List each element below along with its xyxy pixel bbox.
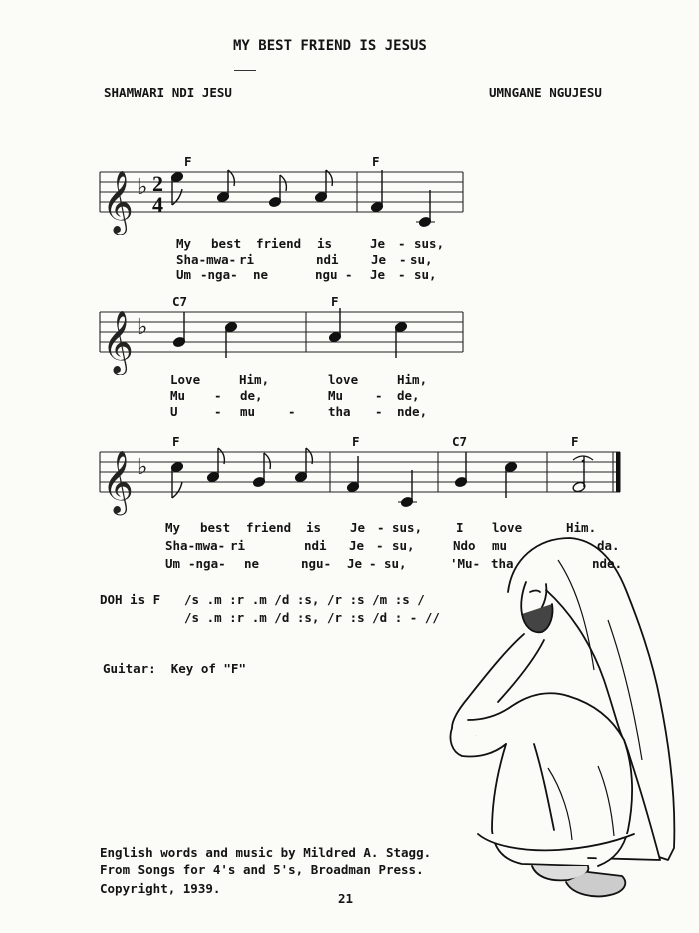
lyric-word: sus, [414, 236, 445, 251]
lyric-word: Him. [566, 520, 597, 535]
lyric-word: Him, [239, 372, 270, 387]
staff-system-2 [95, 290, 475, 375]
chord-3-3: C7 [452, 434, 468, 449]
chord-3-4: F [571, 434, 579, 449]
treble-clef-icon: 𝄞 [102, 310, 134, 373]
time-signature: 2 [152, 171, 163, 196]
lyric-word: best [211, 236, 242, 251]
lyric-word: - [377, 520, 385, 535]
lyric-word: ne [253, 267, 269, 282]
lyric-word: Mu [328, 388, 344, 403]
lyric-word: 'Mu- [450, 556, 481, 571]
lyric-word: Je [370, 267, 386, 282]
lyric-word: ne [244, 556, 260, 571]
lyric-word: Sha-mwa- [176, 252, 237, 267]
lyric-word: da. [597, 538, 620, 553]
solfa-line-1: /s .m :r .m /d :s, /r :s /m :s / [184, 592, 425, 607]
lyric-word: love [492, 520, 523, 535]
lyric-word: su, [384, 556, 407, 571]
lyric-word: Je [350, 520, 366, 535]
lyric-word: su, [410, 252, 433, 267]
lyric-word: su, [392, 538, 415, 553]
lyric-word: - [375, 388, 383, 403]
chord-2-2: F [331, 294, 339, 309]
lyric-word: Je [349, 538, 365, 553]
lyric-word: - [376, 538, 384, 553]
page-number: 21 [338, 891, 354, 906]
staff-system-1 [95, 150, 475, 235]
lyric-word: - [399, 252, 407, 267]
credit-line-3: Copyright, 1939. [100, 881, 221, 896]
credit-line-2: From Songs for 4's and 5's, Broadman Press. [100, 862, 424, 877]
chord-3-1: F [172, 434, 180, 449]
lyric-word: best [200, 520, 231, 535]
lyric-word: -nga- [188, 556, 226, 571]
subtitle-shona: SHAMWARI NDI JESU [104, 85, 232, 100]
lyric-word: - [214, 388, 222, 403]
lyric-word: ngu [315, 267, 338, 282]
lyric-word: Ndo [453, 538, 476, 553]
lyric-word: is [317, 236, 333, 251]
lyric-word: su, [414, 267, 437, 282]
lyric-word: Um [165, 556, 181, 571]
chord-1-1: F [184, 154, 192, 169]
lyric-word: is [306, 520, 322, 535]
lyric-word: - [288, 404, 296, 419]
lyric-word: Je [347, 556, 363, 571]
lyric-word: ri [239, 252, 255, 267]
lyric-word: love [328, 372, 359, 387]
subtitle-zulu: UMNGANE NGUJESU [489, 85, 602, 100]
lyric-word: ndi [304, 538, 327, 553]
lyric-word: friend [246, 520, 292, 535]
lyric-word: I [456, 520, 464, 535]
lyric-word: My [176, 236, 192, 251]
lyric-word: ngu- [301, 556, 332, 571]
lyric-word: tha [491, 556, 514, 571]
page-title: MY BEST FRIEND IS JESUS [233, 38, 427, 54]
lyric-word: -nga- [200, 267, 238, 282]
title-underline [234, 70, 256, 71]
chord-2-1: C7 [172, 294, 188, 309]
svg-text:4: 4 [152, 192, 163, 217]
chord-3-2: F [352, 434, 360, 449]
lyric-word: - [214, 404, 222, 419]
lyric-word: ri [230, 538, 246, 553]
lyric-word: Um [176, 267, 192, 282]
lyric-word: de, [397, 388, 420, 403]
lyric-word: - [369, 556, 377, 571]
lyric-word: Him, [397, 372, 428, 387]
lyric-word: de, [240, 388, 263, 403]
lyric-word: Je [370, 236, 386, 251]
lyric-word: sus, [392, 520, 423, 535]
flat-icon: ♭ [137, 175, 148, 200]
guitar-key: Guitar: Key of "F" [103, 661, 246, 676]
treble-clef-icon: 𝄞 [102, 450, 134, 513]
flat-icon: ♭ [137, 455, 148, 480]
lyric-word: - [398, 267, 406, 282]
lyric-word: ndi [316, 252, 339, 267]
chord-1-2: F [372, 154, 380, 169]
lyric-word: mu [492, 538, 508, 553]
lyric-word: friend [256, 236, 302, 251]
lyric-word: nde, [397, 404, 428, 419]
treble-clef-icon: 𝄞 [102, 170, 134, 233]
lyric-word: nde. [592, 556, 623, 571]
flat-icon: ♭ [137, 315, 148, 340]
lyric-word: Sha-mwa- [165, 538, 226, 553]
jesus-illustration [438, 530, 683, 915]
solfa-line-2: /s .m :r .m /d :s, /r :s /d : - // [184, 610, 440, 625]
lyric-word: - [375, 404, 383, 419]
lyric-word: Mu [170, 388, 186, 403]
lyric-word: mu [240, 404, 256, 419]
lyric-word: tha [328, 404, 351, 419]
lyric-word: U [170, 404, 178, 419]
solfa-key: DOH is F [100, 592, 161, 607]
lyric-word: - [345, 267, 353, 282]
lyric-word: My [165, 520, 181, 535]
lyric-word: - [398, 236, 406, 251]
credit-line-1: English words and music by Mildred A. Stagg. [100, 845, 432, 860]
lyric-word: Love [170, 372, 201, 387]
lyric-word: Je [371, 252, 387, 267]
